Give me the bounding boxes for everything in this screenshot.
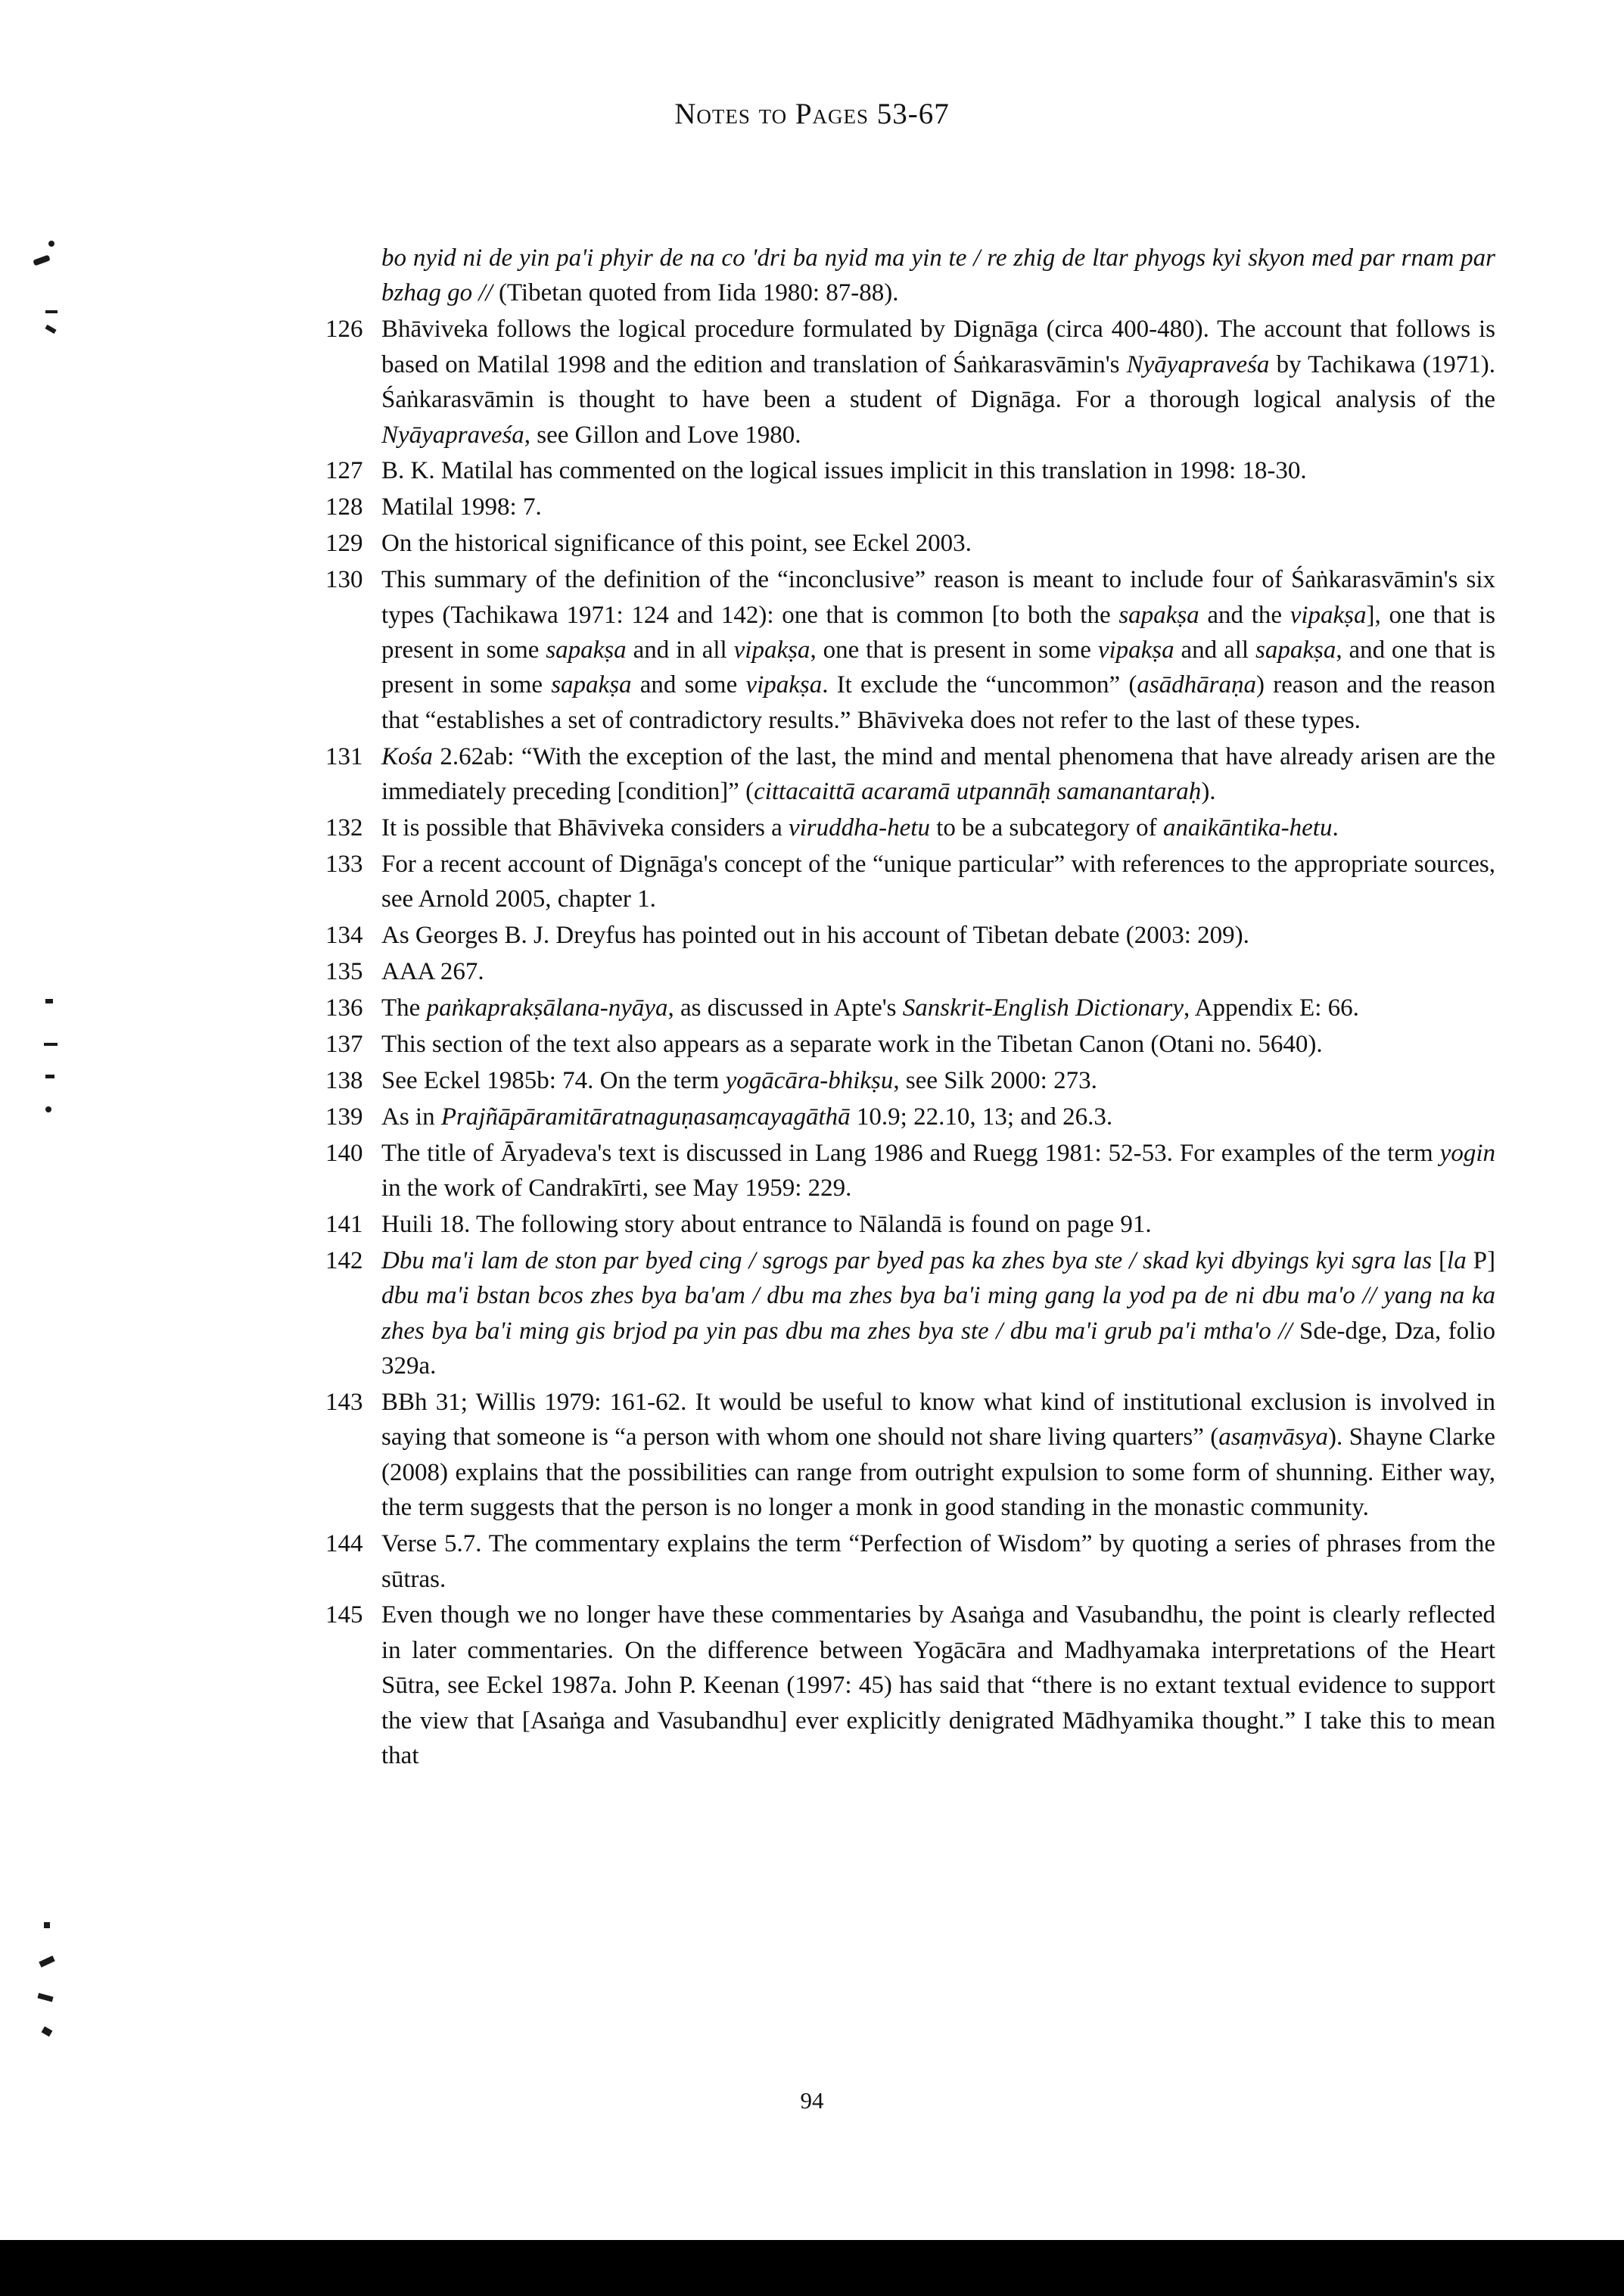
endnote-italic-text: cittacaittā acaramā utpannāḥ samanantaraḥ [754, 778, 1202, 806]
endnote [325, 490, 1495, 524]
endnote-text: , Appendix E: 66. [1183, 994, 1359, 1022]
endnote-number: 129 [325, 530, 363, 558]
endnote-number: 144 [325, 1530, 363, 1558]
scan-mark [44, 1043, 58, 1046]
endnote-text: ). [1201, 778, 1216, 806]
endnote-text: Verse 5.7. The commentary explains the term “Perfection of Wisdom” by quoting a series of phrases from the sūtras. [381, 1530, 1495, 1593]
endnote [325, 312, 1495, 453]
endnote-italic-text: vipakṣa [1290, 601, 1367, 629]
endnote-text: On the historical significance of this point, see Eckel 2003. [381, 530, 972, 558]
scan-mark [45, 1075, 54, 1078]
endnote-text: As in [381, 1103, 441, 1131]
running-header [0, 97, 1624, 131]
endnote-number: 136 [325, 994, 363, 1022]
endnote [325, 526, 1495, 561]
endnote-text: AAA 267. [381, 958, 484, 986]
endnote-italic-text: asaṃvāsya [1218, 1423, 1329, 1451]
endnote [325, 241, 1495, 311]
endnote-italic-text: Kośa [381, 742, 433, 770]
endnote-number: 135 [325, 958, 363, 986]
endnote-italic-text: Sanskrit-English Dictionary [902, 994, 1184, 1022]
endnote-number: 128 [325, 493, 363, 521]
endnote-text: ). Shayne Clarke (2008) explains that the possibilities can range from outright expulsion to some form of shunning. Either way, the term suggests that the person is no longer a monk in good standing in the monastic community. [381, 1423, 1495, 1522]
endnote-italic-text: asādhāraṇa [1137, 671, 1257, 699]
endnote-italic-text: vipakṣa [733, 636, 810, 664]
endnote-italic-text: yogin [1439, 1139, 1495, 1167]
endnote-italic-text: anaikāntika-hetu [1162, 814, 1333, 842]
endnote-number: 145 [325, 1601, 363, 1629]
scan-mark [45, 325, 56, 334]
endnote [325, 1598, 1495, 1773]
endnote-text: , see Gillon and Love 1980. [524, 421, 801, 449]
endnote-text: Even though we no longer have these commentaries by Asaṅga and Vasubandhu, the point is clearly reflected in later commentaries. On the difference between Yogācāra and Madhyamaka interpretations of the Heart Sūtra, see Eckel 1987a. John P. Keenan (1997: 45) has said that “there is no extant textual evidence to support the view that [Asaṅga and Vasubandhu] ever explicitly denigrated Mādhyamika thought.” I take this to mean that [381, 1601, 1495, 1770]
endnote-text: BBh 31; Willis 1979: 161-62. It would be useful to know what kind of institutional exclusion is involved in saying that someone is “a person with whom one should not share living quarters” ( [381, 1389, 1495, 1451]
endnote [325, 1027, 1495, 1062]
endnote-text: and the [1199, 601, 1290, 629]
endnote-text: This section of the text also appears as a separate work in the Tibetan Canon (Otani no. 5640). [381, 1030, 1323, 1058]
endnote-italic-text: la [1447, 1246, 1467, 1274]
endnote-number: 138 [325, 1066, 363, 1094]
endnote-text: ) reason and the reason that “establishes a set of contradictory results.” Bhāviveka does not refer to the last of these types. [381, 671, 1495, 734]
scan-mark [44, 1922, 50, 1928]
endnote [325, 1100, 1495, 1134]
endnote-number: 143 [325, 1389, 363, 1416]
endnote [325, 847, 1495, 917]
endnote-text: , and one that is present in some [381, 636, 1495, 699]
scan-mark [42, 2027, 53, 2037]
page-number: 94 [800, 2087, 824, 2114]
endnote-italic-text: sapakṣa [1118, 601, 1199, 629]
endnote-italic-text: Nyāyapraveśa [1126, 350, 1270, 378]
endnote-number: 131 [325, 742, 363, 770]
endnote [325, 1385, 1495, 1526]
endnote-italic-text: sapakṣa [546, 636, 627, 664]
endnote [325, 1136, 1495, 1206]
endnote-text: . It exclude the “uncommon” ( [822, 671, 1137, 699]
endnote-text: and some [631, 671, 746, 699]
endnote-italic-text: sapakṣa [551, 671, 632, 699]
endnote-number: 130 [325, 566, 363, 594]
endnote [325, 810, 1495, 845]
endnote-text: See Eckel 1985b: 74. On the term [381, 1066, 726, 1094]
endnote-italic-text: paṅkaprakṣālana-nyāya [426, 994, 668, 1022]
endnote-text: (Tibetan quoted from Iida 1980: 87-88). [492, 279, 899, 307]
endnote-text: , see Silk 2000: 273. [893, 1066, 1097, 1094]
endnote-text: Matilal 1998: 7. [381, 493, 542, 521]
endnote-italic-text: vipakṣa [1097, 636, 1174, 664]
endnotes-list [325, 241, 1495, 1775]
scan-mark [33, 254, 50, 266]
endnote-italic-text: Nyāyapraveśa [381, 421, 524, 449]
endnote-text: As Georges B. J. Dreyfus has pointed out in his account of Tibetan debate (2003: 209). [381, 922, 1249, 950]
endnote-text: and all [1174, 636, 1255, 664]
endnote-text: It is possible that Bhāviveka considers a [381, 814, 789, 842]
scan-mark [45, 1106, 51, 1112]
endnote-text: 2.62ab: “With the exception of the last, the mind and mental phenomena that have already arisen are the immediately preceding [condition]” ( [381, 742, 1495, 806]
endnote [325, 1526, 1495, 1597]
endnote [325, 453, 1495, 488]
endnote-number: 134 [325, 922, 363, 950]
endnote-italic-text: sapakṣa [1255, 636, 1336, 664]
endnote-text: , one that is present in some [810, 636, 1098, 664]
endnote-text: The [381, 994, 427, 1022]
endnote [325, 739, 1495, 810]
endnote-number: 126 [325, 316, 363, 344]
scan-mark [45, 310, 58, 313]
endnote [325, 1063, 1495, 1098]
endnote-text: to be a subcategory of [929, 814, 1163, 842]
scan-mark [48, 241, 54, 247]
endnote-text: in the work of Candrakīrti, see May 1959: 229. [381, 1174, 852, 1202]
endnote-italic-text: Prajñāpāramitāratnaguṇasaṃcayagāthā [440, 1103, 851, 1131]
scan-mark [37, 1993, 53, 2002]
endnote [325, 1207, 1495, 1242]
endnote-number: 133 [325, 850, 363, 878]
endnote-text: P] [1466, 1246, 1495, 1274]
endnote-number: 141 [325, 1210, 363, 1238]
endnote-italic-text: Dbu ma'i lam de ston par byed cing / sgrogs par byed pas ka zhes bya ste / skad kyi dbyings kyi sgra las [381, 1246, 1433, 1274]
endnote-text: This summary of the definition of the “inconclusive” reason is meant to include four of Śaṅkarasvāmin's six types (Tachikawa 1971: 124 and 142): one that is common [to both the [381, 566, 1495, 629]
endnote-text: Sde-dge, Dza, folio 329a. [381, 1317, 1496, 1380]
endnote-text: ], one that is present in some [381, 601, 1495, 664]
endnote-text: Bhāviveka follows the logical procedure formulated by Dignāga (circa 400-480). The account that follows is based on Matilal 1998 and the edition and translation of Śaṅkarasvāmin's [381, 316, 1495, 378]
endnote-text: [ [1432, 1246, 1448, 1274]
scan-mark [39, 1955, 55, 1968]
endnote [325, 918, 1495, 953]
endnote-italic-text: viruddha-hetu [788, 814, 930, 842]
endnote-text: . [1332, 814, 1339, 842]
endnote-text: B. K. Matilal has commented on the logical issues implicit in this translation in 1998: 18-30. [381, 457, 1307, 485]
endnote-number: 140 [325, 1139, 363, 1167]
running-header-title: Notes to Pages 53-67 [674, 98, 950, 130]
endnote-text: Huili 18. The following story about entrance to Nālandā is found on page 91. [381, 1210, 1152, 1238]
endnote [325, 1243, 1495, 1384]
endnote-italic-text: dbu ma'i bstan bcos zhes bya ba'am / dbu ma zhes bya ba'i ming gang la yod pa de ni dbu ma'o // yang na ka zhes bya ba'i ming gis brjod pa yin pas dbu ma zhes bya ste / dbu ma'i grub pa'i mtha'o // [381, 1282, 1495, 1345]
endnote-text: and in all [626, 636, 734, 664]
scan-mark [45, 999, 53, 1003]
scan-bottom-edge [0, 2240, 1624, 2296]
endnote-italic-text: yogācāra-bhikṣu [725, 1066, 894, 1094]
endnote [325, 991, 1495, 1025]
endnote-number: 137 [325, 1030, 363, 1058]
endnote [325, 954, 1495, 989]
endnote-number: 142 [325, 1246, 363, 1274]
endnote-text: The title of Āryadeva's text is discussed in Lang 1986 and Ruegg 1981: 52-53. For examples of the term [381, 1139, 1440, 1167]
endnote-italic-text: bo nyid ni de yin pa'i phyir de na co 'dri ba nyid ma yin te / re zhig de ltar phyogs kyi skyon med par rnam par bzhag go // [381, 244, 1495, 307]
endnote-number: 132 [325, 814, 363, 842]
endnote-text: by Tachikawa (1971). Śaṅkarasvāmin is thought to have been a student of Dignāga. For a thorough logical analysis of the [381, 350, 1495, 414]
endnote [325, 562, 1495, 738]
endnote-number: 139 [325, 1103, 363, 1131]
endnote-text: , as discussed in Apte's [667, 994, 903, 1022]
endnote-number: 127 [325, 457, 363, 485]
endnote-text: 10.9; 22.10, 13; and 26.3. [850, 1103, 1113, 1131]
endnote-italic-text: vipakṣa [745, 671, 823, 699]
endnote-text: For a recent account of Dignāga's concept of the “unique particular” with references to the appropriate sources, see Arnold 2005, chapter 1. [381, 850, 1495, 913]
